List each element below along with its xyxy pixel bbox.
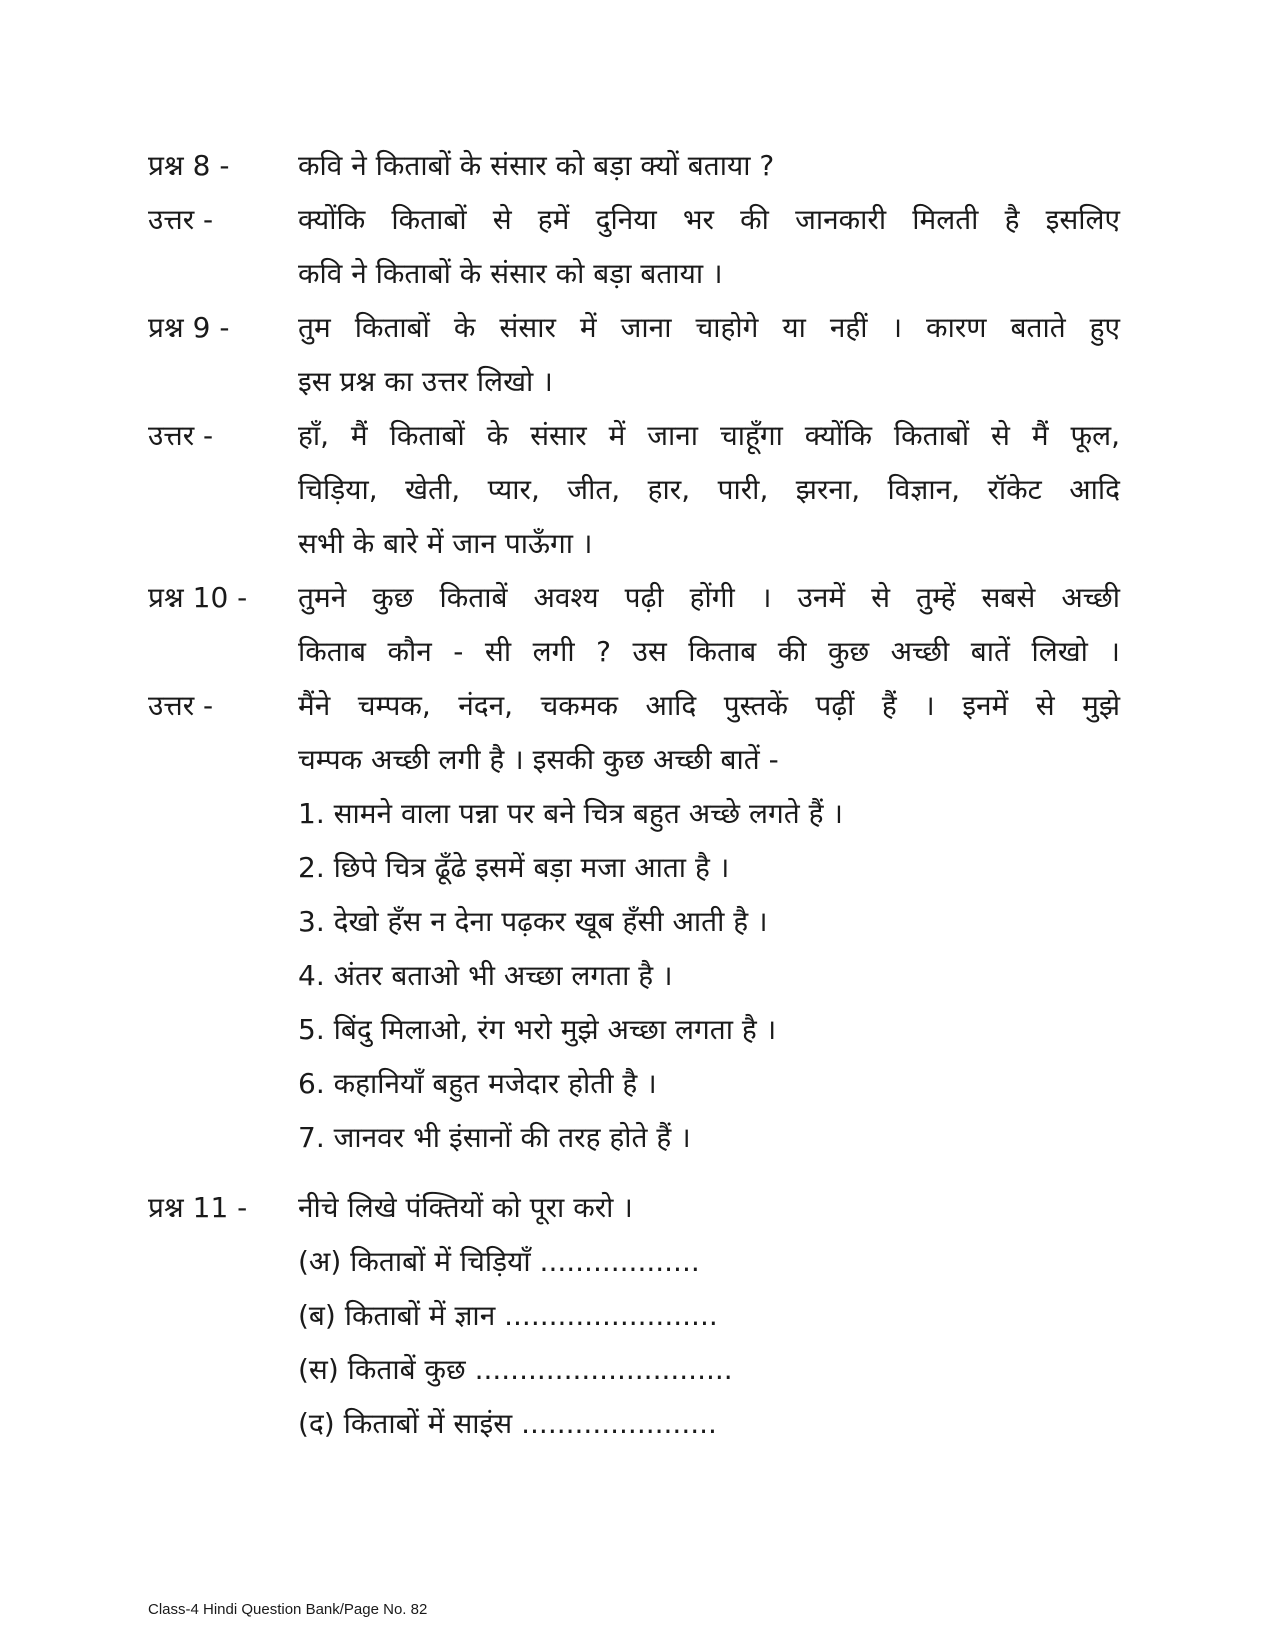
answer-text: चिड़िया, खेती, प्यार, जीत, हार, पारी, झरना, विज्ञान, रॉकेट आदि xyxy=(298,473,1120,506)
fill-in-blank xyxy=(0,1396,1275,1452)
fill-in-blank xyxy=(0,1342,1275,1398)
fill-in-blank-text: (स) किताबें कुछ ............................. xyxy=(298,1353,733,1386)
list-item xyxy=(0,894,1275,950)
list-item xyxy=(0,1056,1275,1112)
answer-text: क्योंकि किताबों से हमें दुनिया भर की जानकारी मिलती है इसलिए xyxy=(298,203,1120,236)
question-label: प्रश्न 11 - xyxy=(148,1191,248,1224)
answer-text: हाँ, मैं किताबों के संसार में जाना चाहूँगा क्योंकि किताबों से मैं फूल, xyxy=(298,419,1120,452)
fill-in-blank xyxy=(0,1288,1275,1344)
question-text: कवि ने किताबों के संसार को बड़ा क्यों बताया ? xyxy=(298,149,775,182)
answer-10-line-2 xyxy=(0,732,1275,788)
list-item-text: 3. देखो हँस न देना पढ़कर खूब हँसी आती है । xyxy=(298,905,768,938)
answer-10 xyxy=(0,678,1275,734)
list-item-text: 5. बिंदु मिलाओ, रंग भरो मुझे अच्छा लगता है । xyxy=(298,1013,777,1046)
list-item-text: 6. कहानियाँ बहुत मजेदार होती है । xyxy=(298,1067,657,1100)
question-text: किताब कौन - सी लगी ? उस किताब की कुछ अच्छी बातें लिखो । xyxy=(298,635,1120,668)
fill-in-blank-text: (द) किताबों में साइंस ...................... xyxy=(298,1407,717,1440)
question-label: प्रश्न 8 - xyxy=(148,149,230,182)
question-label: प्रश्न 10 - xyxy=(148,581,248,614)
answer-text: मैंने चम्पक, नंदन, चकमक आदि पुस्तकें पढ़ीं हैं । इनमें से मुझे xyxy=(298,689,1120,722)
question-text: इस प्रश्न का उत्तर लिखो । xyxy=(298,365,553,398)
question-label: प्रश्न 9 - xyxy=(148,311,230,344)
list-item xyxy=(0,786,1275,842)
answer-text: चम्पक अच्छी लगी है । इसकी कुछ अच्छी बातें - xyxy=(298,743,779,776)
list-item-text: 7. जानवर भी इंसानों की तरह होते हैं । xyxy=(298,1121,691,1154)
list-item-text: 4. अंतर बताओ भी अच्छा लगता है । xyxy=(298,959,673,992)
question-text: तुम किताबों के संसार में जाना चाहोगे या नहीं । कारण बताते हुए xyxy=(298,311,1120,344)
answer-8-line-2 xyxy=(0,246,1275,302)
list-item xyxy=(0,1002,1275,1058)
question-text: नीचे लिखे पंक्तियों को पूरा करो । xyxy=(298,1191,633,1224)
list-item-text: 2. छिपे चित्र ढूँढे इसमें बड़ा मजा आता है । xyxy=(298,851,730,884)
answer-text: कवि ने किताबों के संसार को बड़ा बताया । xyxy=(298,257,723,290)
question-8 xyxy=(0,138,1275,194)
page-footer: Class-4 Hindi Question Bank/Page No. 82 xyxy=(148,1601,428,1618)
question-text: तुमने कुछ किताबें अवश्य पढ़ी होंगी । उनमें से तुम्हें सबसे अच्छी xyxy=(298,581,1120,614)
answer-label: उत्तर - xyxy=(148,689,214,722)
answer-8 xyxy=(0,192,1275,248)
question-9-line-2 xyxy=(0,354,1275,410)
list-item xyxy=(0,840,1275,896)
answer-text: सभी के बारे में जान पाऊँगा । xyxy=(298,527,593,560)
question-10 xyxy=(0,570,1275,626)
question-10-line-2 xyxy=(0,624,1275,680)
fill-in-blank xyxy=(0,1234,1275,1290)
list-item xyxy=(0,1110,1275,1166)
answer-9 xyxy=(0,408,1275,464)
answer-label: उत्तर - xyxy=(148,203,214,236)
question-9 xyxy=(0,300,1275,356)
list-item-text: 1. सामने वाला पन्ना पर बने चित्र बहुत अच्छे लगते हैं । xyxy=(298,797,843,830)
list-item xyxy=(0,948,1275,1004)
fill-in-blank-text: (ब) किताबों में ज्ञान ........................ xyxy=(298,1299,718,1332)
fill-in-blank-text: (अ) किताबों में चिड़ियाँ .................. xyxy=(298,1245,700,1278)
question-11 xyxy=(0,1180,1275,1236)
answer-label: उत्तर - xyxy=(148,419,214,452)
answer-9-line-2 xyxy=(0,462,1275,518)
answer-9-line-3 xyxy=(0,516,1275,572)
